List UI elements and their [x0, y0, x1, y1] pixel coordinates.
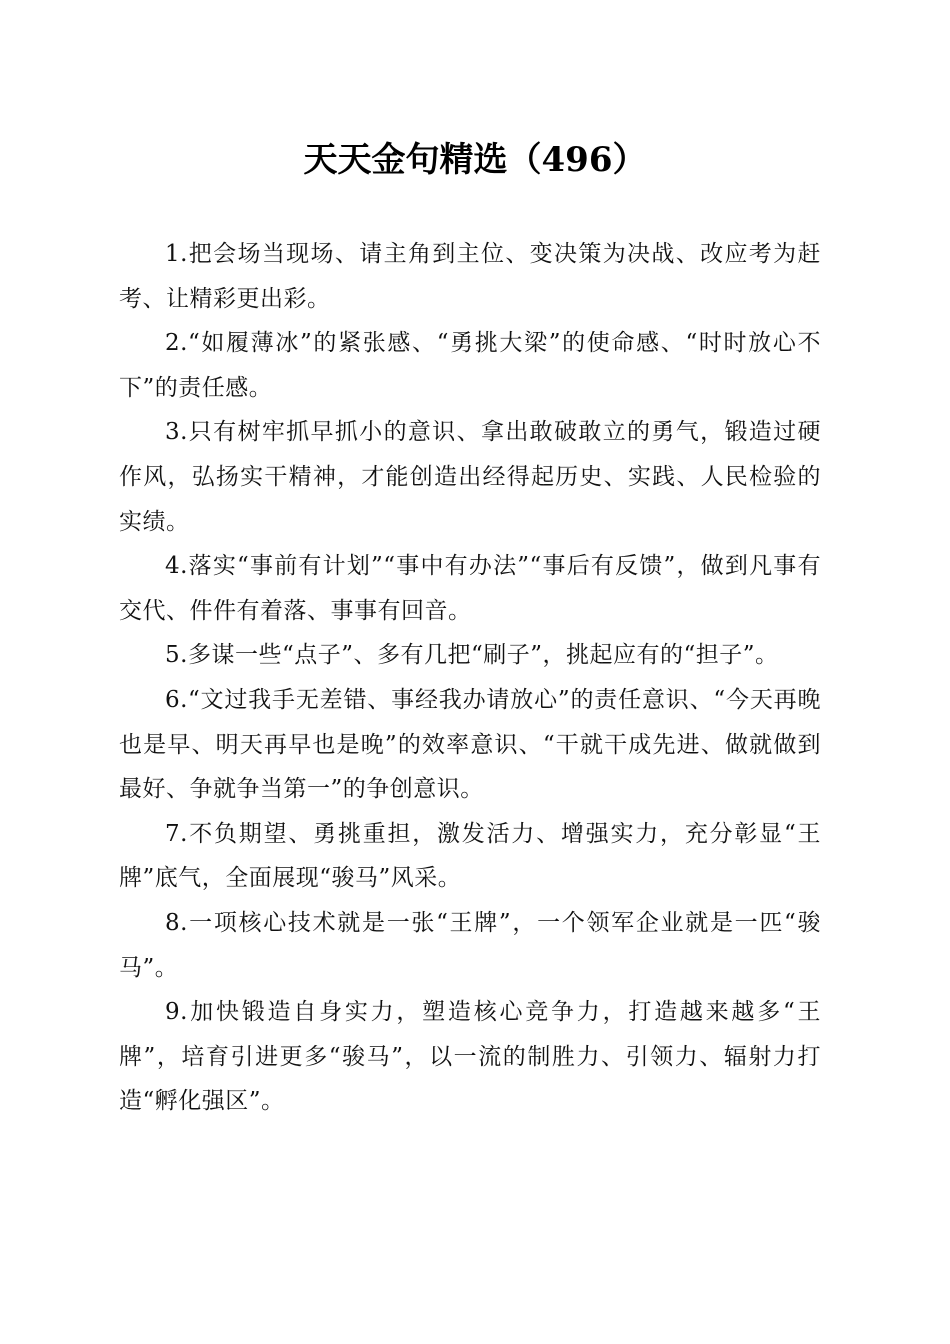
- quote-item-4: 4.落实“事前有计划”“事中有办法”“事后有反馈”，做到凡事有交代、件件有着落、事事有回音。: [119, 553, 821, 624]
- quote-item-8: 8.一项核心技术就是一张“王牌”，一个领军企业就是一匹“骏马”。: [119, 909, 821, 981]
- quote-item-1: 1.把会场当现场、请主角到主位、变决策为决战、改应考为赶考、让精彩更出彩。: [119, 241, 821, 312]
- document-title: 天天金句精选（496）: [303, 140, 647, 180]
- quote-item-7: 7.不负期望、勇挑重担，激发活力、增强实力，充分彰显“王牌”底气，全面展现“骏马”风采。: [119, 820, 821, 892]
- quote-item-6: 6.“文过我手无差错、事经我办请放心”的责任意识、“今天再晚也是早、明天再早也是晚”的效率意识、“干就干成先进、做就做到最好、争就争当第一”的争创意识。: [119, 686, 821, 803]
- document-body: [119, 232, 821, 1124]
- quote-item-3: 3.只有树牢抓早抓小的意识、拿出敢破敢立的勇气，锻造过硬作风，弘扬实干精神，才能创造出经得起历史、实践、人民检验的实绩。: [119, 419, 821, 535]
- quote-item-9: 9.加快锻造自身实力，塑造核心竞争力，打造越来越多“王牌”，培育引进更多“骏马”，以一流的制胜力、引领力、辐射力打造“孵化强区”。: [119, 999, 821, 1115]
- quote-item-2: 2.“如履薄冰”的紧张感、“勇挑大梁”的使命感、“时时放心不下”的责任感。: [119, 330, 821, 401]
- quote-item-5: 5.多谋一些“点子”、多有几把“刷子”，挑起应有的“担子”。: [165, 642, 779, 669]
